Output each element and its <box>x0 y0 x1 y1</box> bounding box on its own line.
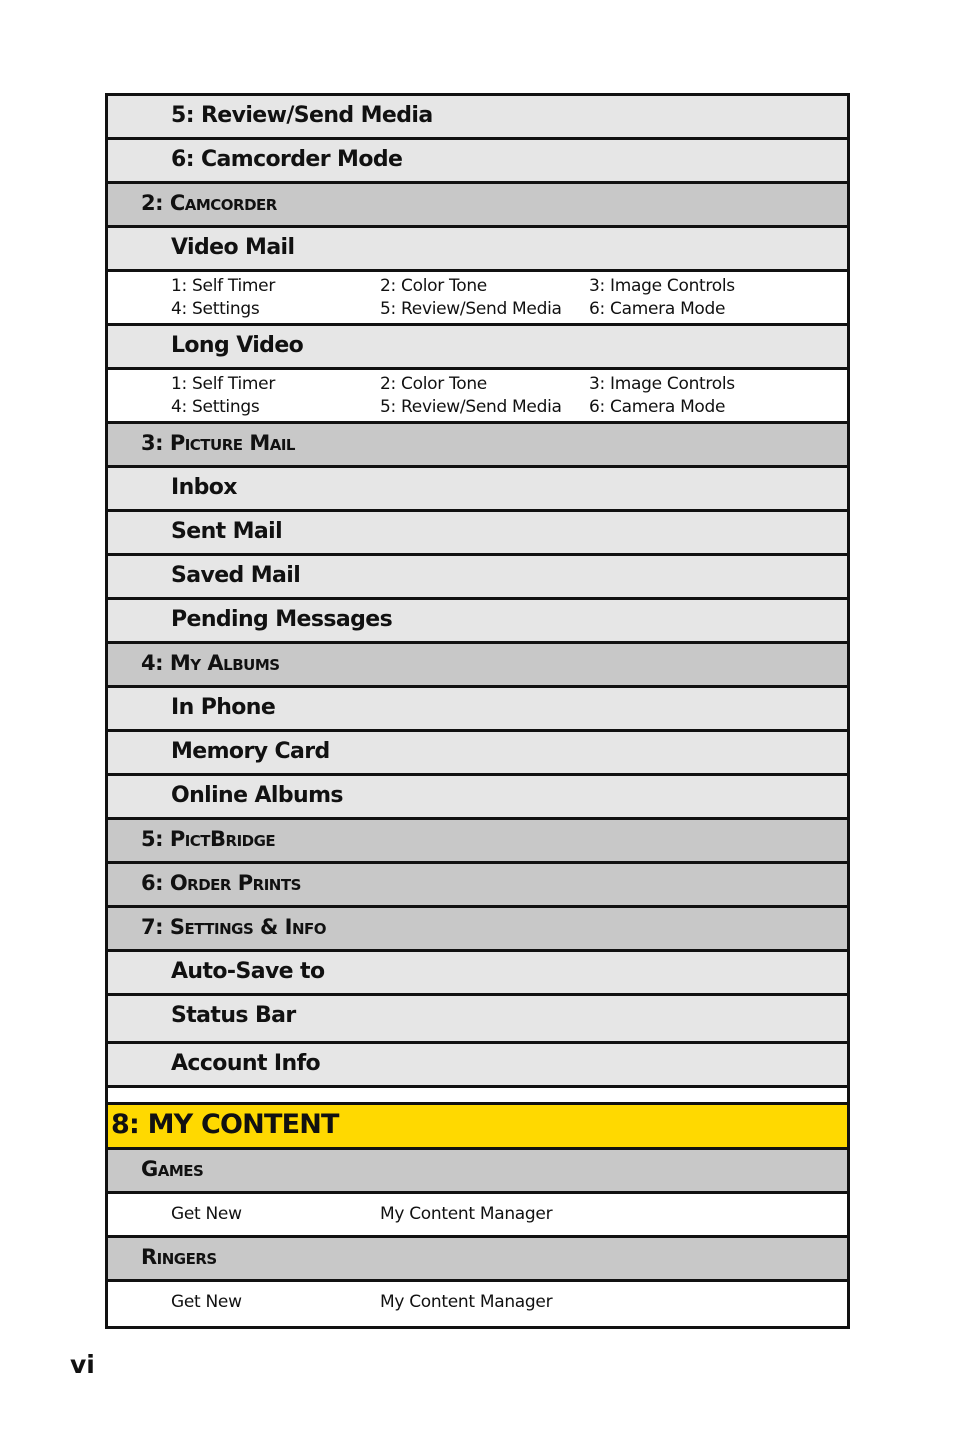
section-row <box>108 908 847 952</box>
option-list <box>171 1291 811 1314</box>
option-item: 6: Camera Mode <box>589 299 726 319</box>
submenu-row <box>108 140 847 184</box>
option-item: Get New <box>171 1204 242 1224</box>
section-label: 5: PictBridge <box>141 827 276 851</box>
option-item: 2: Color Tone <box>380 374 487 394</box>
submenu-row <box>108 996 847 1044</box>
submenu-label: Pending Messages <box>171 607 393 632</box>
submenu-row <box>108 326 847 370</box>
submenu-label: Saved Mail <box>171 563 301 588</box>
submenu-row <box>108 776 847 820</box>
option-item: 4: Settings <box>171 397 260 417</box>
submenu-row <box>108 512 847 556</box>
page-number: vi <box>70 1350 95 1379</box>
option-item: 6: Camera Mode <box>589 397 726 417</box>
option-item: 3: Image Controls <box>589 276 735 296</box>
option-item: Get New <box>171 1292 242 1312</box>
option-item: 1: Self Timer <box>171 374 276 394</box>
submenu-label: Video Mail <box>171 235 295 260</box>
option-list <box>171 275 811 321</box>
section-label: 6: Order Prints <box>141 871 301 895</box>
submenu-row <box>108 732 847 776</box>
section-row <box>108 1238 847 1282</box>
section-label: Games <box>141 1157 204 1181</box>
submenu-label: Status Bar <box>171 1003 296 1028</box>
submenu-label: In Phone <box>171 695 276 720</box>
option-item: 5: Review/Send Media <box>380 299 562 319</box>
section-label: Ringers <box>141 1245 217 1269</box>
option-item: 2: Color Tone <box>380 276 487 296</box>
option-item: 3: Image Controls <box>589 374 735 394</box>
option-item: 5: Review/Send Media <box>380 397 562 417</box>
options-row <box>108 1282 847 1326</box>
submenu-label: Long Video <box>171 333 304 358</box>
section-row <box>108 864 847 908</box>
option-list <box>171 373 811 419</box>
section-row <box>108 1150 847 1194</box>
submenu-row <box>108 952 847 996</box>
options-row <box>108 1194 847 1238</box>
submenu-label: Account Info <box>171 1051 321 1076</box>
section-label: 3: Picture Mail <box>141 431 295 455</box>
section-row <box>108 820 847 864</box>
option-item: My Content Manager <box>380 1204 553 1224</box>
submenu-label: Auto-Save to <box>171 959 325 984</box>
section-label: 2: Camcorder <box>141 191 277 215</box>
options-row <box>108 272 847 326</box>
option-item: 4: Settings <box>171 299 260 319</box>
menu-table <box>105 93 850 1329</box>
submenu-row <box>108 228 847 272</box>
section-label: 7: Settings & Info <box>141 915 327 939</box>
main-menu-label: 8: MY CONTENT <box>111 1109 339 1140</box>
section-row <box>108 424 847 468</box>
option-item: 1: Self Timer <box>171 276 276 296</box>
submenu-label: Online Albums <box>171 783 343 808</box>
submenu-row <box>108 468 847 512</box>
submenu-row <box>108 96 847 140</box>
submenu-label: Inbox <box>171 475 237 500</box>
option-item: My Content Manager <box>380 1292 553 1312</box>
submenu-row <box>108 688 847 732</box>
section-row <box>108 184 847 228</box>
submenu-label: 5: Review/Send Media <box>171 103 433 128</box>
option-list <box>171 1203 811 1226</box>
section-label: 4: My Albums <box>141 651 280 675</box>
submenu-row <box>108 600 847 644</box>
section-row <box>108 644 847 688</box>
submenu-label: Memory Card <box>171 739 330 764</box>
submenu-label: 6: Camcorder Mode <box>171 147 403 172</box>
main-menu-row <box>108 1105 847 1150</box>
submenu-row <box>108 556 847 600</box>
submenu-row <box>108 1044 847 1088</box>
spacer-row <box>108 1088 847 1105</box>
options-row <box>108 370 847 424</box>
submenu-label: Sent Mail <box>171 519 283 544</box>
